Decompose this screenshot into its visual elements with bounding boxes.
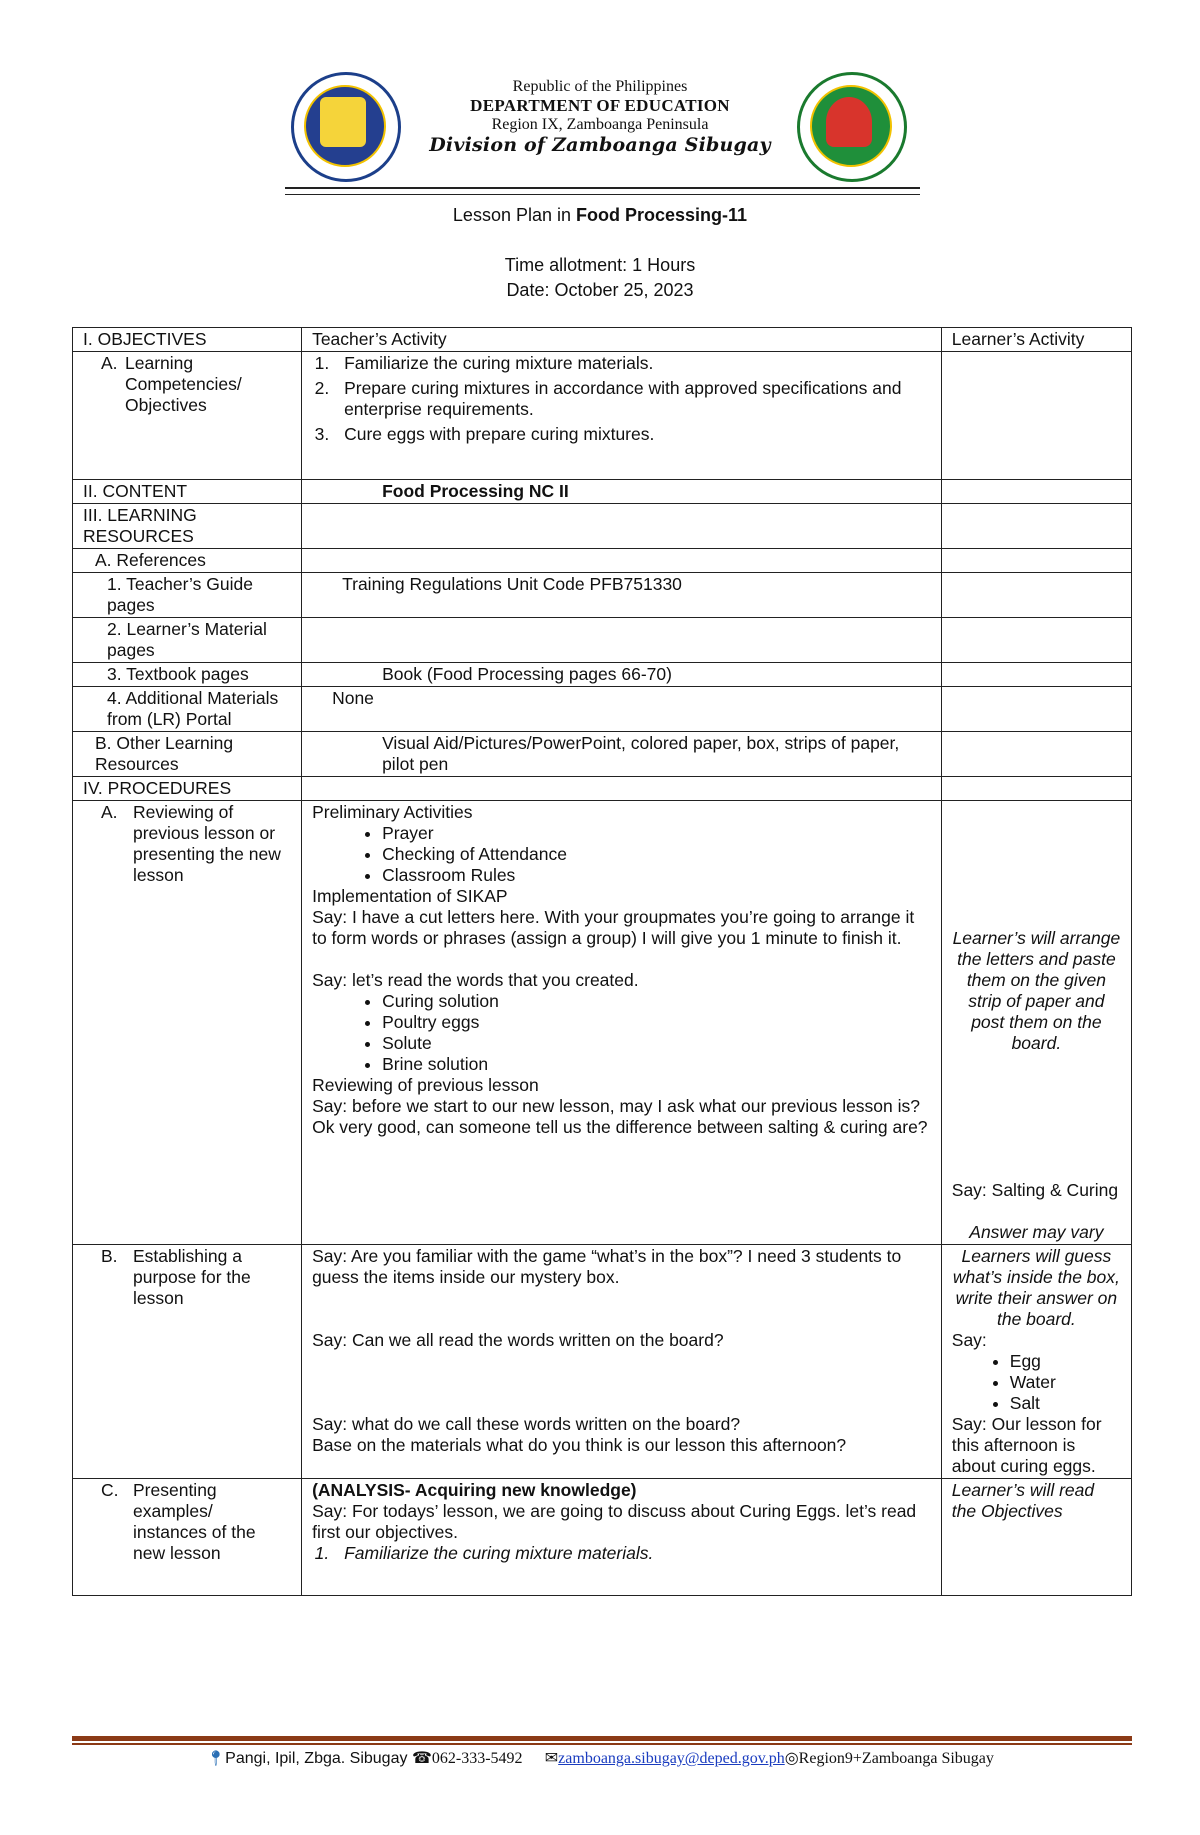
division-seal-icon <box>797 72 907 182</box>
procedure-a-teacher <box>302 801 942 1245</box>
learner-say: Say: Our lesson for this afternoon is about curing eggs. <box>951 1414 1102 1476</box>
region-line: Region IX, Zamboanga Peninsula <box>491 116 709 133</box>
preliminary-heading: Preliminary Activities <box>312 802 473 822</box>
teacher-cell <box>302 777 942 801</box>
social-icon: ◎ <box>784 1750 799 1767</box>
references-label: A. References <box>73 549 302 573</box>
republic-line: Republic of the Philippines <box>512 78 688 95</box>
objective-item: 3. Cure eggs with prepare curing mixtures. <box>334 424 931 445</box>
letterhead <box>285 62 920 192</box>
footer-email-link[interactable]: zamboanga.sibugay@deped.gov.ph <box>558 1750 785 1767</box>
division-line: Division of Zamboanga Sibugay <box>429 134 771 156</box>
teacher-cell <box>302 618 942 663</box>
list-item: • Water <box>1010 1372 1121 1393</box>
table-row <box>73 663 1132 687</box>
teacher-say: Say: before we start to our new lesson, may I ask what our previous lesson is? Ok very good, can someone tell us the difference between salting & curing are? <box>312 1096 928 1137</box>
email-icon: ✉ <box>544 1750 559 1767</box>
list-item: • Salt <box>1010 1393 1121 1414</box>
learner-cell <box>941 687 1131 732</box>
procedures-label: IV. PROCEDURES <box>73 777 302 801</box>
learner-response: Learners will guess what’s inside the box, write their answer on the board. <box>952 1246 1120 1329</box>
list-item: • Poultry eggs <box>382 1012 931 1033</box>
other-resources-label: B. Other Learning Resources <box>73 732 302 777</box>
lesson-date: Date: October 25, 2023 <box>506 280 694 300</box>
content-value: Food Processing NC II <box>302 480 942 504</box>
procedure-c-learner <box>941 1479 1131 1596</box>
list-item: • Egg <box>1010 1351 1121 1372</box>
teacher-say: Say: let’s read the words that you created. <box>312 970 639 990</box>
table-row <box>73 573 1132 618</box>
table-row <box>73 732 1132 777</box>
procedure-a-label <box>73 801 302 1245</box>
table-row <box>73 687 1132 732</box>
location-pin-icon: 📍︎ <box>206 1750 226 1767</box>
teacher-say: Say: For todays’ lesson, we are going to discuss about Curing Eggs. let’s read first our objectives. <box>312 1501 917 1542</box>
table-row <box>73 1479 1132 1596</box>
time-allotment: Time allotment: 1 Hours <box>504 255 696 275</box>
table-row <box>73 1245 1132 1479</box>
learner-cell <box>941 663 1131 687</box>
label-text: Establishing a purpose for the lesson <box>133 1246 251 1308</box>
learner-activity-heading: Learner’s Activity <box>941 328 1131 352</box>
teacher-say: Say: Are you familiar with the game “what’s in the box”? I need 3 students to guess the items inside our mystery box. <box>312 1246 902 1287</box>
competencies-label <box>73 352 302 480</box>
table-header-row <box>73 328 1132 352</box>
table-row <box>73 480 1132 504</box>
content-label: II. CONTENT <box>73 480 302 504</box>
letter: A. <box>101 802 118 822</box>
list-item: • Prayer <box>382 823 931 844</box>
learner-cell <box>941 618 1131 663</box>
header-rule-thin <box>285 194 920 195</box>
footer-address: Pangi, Ipil, Zbga. Sibugay <box>225 1750 408 1767</box>
teacher-say: Base on the materials what do you think is our lesson this afternoon? <box>312 1435 847 1455</box>
telephone-icon: ☎ <box>411 1750 432 1767</box>
learner-response: Learner’s will arrange the letters and paste them on the given strip of paper and post them on the board. <box>952 928 1121 1053</box>
learner-response: Learner’s will read the Objectives <box>951 1480 1095 1521</box>
table-row <box>73 504 1132 549</box>
lesson-title <box>0 205 1200 226</box>
learner-say: Say: Salting & Curing <box>951 1180 1119 1200</box>
textbook-value: Book (Food Processing pages 66-70) <box>302 663 942 687</box>
learning-resources-label: III. LEARNING RESOURCES <box>73 504 302 549</box>
letter: A. <box>101 353 118 373</box>
learner-cell <box>941 480 1131 504</box>
learner-cell <box>941 504 1131 549</box>
procedure-b-teacher <box>302 1245 942 1479</box>
table-row <box>73 618 1132 663</box>
additional-materials-label: 4. Additional Materials from (LR) Portal <box>73 687 302 732</box>
list-item: • Classroom Rules <box>382 865 931 886</box>
learner-cell <box>941 573 1131 618</box>
procedure-c-label <box>73 1479 302 1596</box>
list-item: • Checking of Attendance <box>382 844 931 865</box>
footer-bar-thin <box>72 1743 1132 1745</box>
teacher-say: Say: what do we call these words written on the board? <box>312 1414 741 1434</box>
label-text: Presenting examples/ instances of the new lesson <box>133 1480 256 1563</box>
procedure-c-teacher <box>302 1479 942 1596</box>
footer-bar <box>72 1736 1132 1741</box>
teacher-cell <box>302 504 942 549</box>
textbook-label: 3. Textbook pages <box>73 663 302 687</box>
learner-note: Answer may vary <box>969 1222 1104 1242</box>
footer-phone: 062-333-5492 <box>431 1750 523 1767</box>
label-text: Learning <box>125 353 194 373</box>
label-text: Competencies/ <box>125 374 242 394</box>
list-item: • Brine solution <box>382 1054 931 1075</box>
lesson-plan-table <box>72 327 1132 1596</box>
label-text: Reviewing of previous lesson or presenting the new lesson <box>133 802 281 885</box>
objective-item: 2. Prepare curing mixtures in accordance with approved specifications and enterprise requirements. <box>334 378 931 420</box>
objectives-list <box>302 352 942 480</box>
objective-item: 1. Familiarize the curing mixture materials. <box>334 353 931 374</box>
analysis-heading: (ANALYSIS- Acquiring new knowledge) <box>312 1480 637 1500</box>
teachers-guide-label: 1. Teacher’s Guide pages <box>73 573 302 618</box>
table-row <box>73 352 1132 480</box>
teacher-say: Say: I have a cut letters here. With your groupmates you’re going to arrange it to form words or phrases (assign a group) I will give you 1 minute to finish it. <box>312 907 915 948</box>
deped-seal-icon <box>291 72 401 182</box>
footer <box>0 1748 1200 1768</box>
list-item: • Solute <box>382 1033 931 1054</box>
learner-say: Say: <box>951 1330 987 1350</box>
procedure-a-learner <box>941 801 1131 1245</box>
letter: B. <box>101 1246 118 1266</box>
objective-item: 1. Familiarize the curing mixture materials. <box>334 1543 931 1564</box>
procedure-b-label <box>73 1245 302 1479</box>
footer-social: Region9+Zamboanga Sibugay <box>798 1750 994 1767</box>
objectives-heading: I. OBJECTIVES <box>73 328 302 352</box>
label-text: Objectives <box>125 395 207 415</box>
learner-cell <box>941 549 1131 573</box>
implementation-heading: Implementation of SIKAP <box>312 886 508 906</box>
teacher-cell <box>302 549 942 573</box>
title-prefix: Lesson Plan in <box>452 205 577 225</box>
header-rule <box>285 187 920 189</box>
learner-cell <box>941 777 1131 801</box>
table-row <box>73 801 1132 1245</box>
title-subject: Food Processing-11 <box>576 205 748 225</box>
other-resources-value: Visual Aid/Pictures/PowerPoint, colored paper, box, strips of paper, pilot pen <box>302 732 942 777</box>
review-heading: Reviewing of previous lesson <box>312 1075 539 1095</box>
learner-cell <box>941 732 1131 777</box>
procedure-b-learner <box>941 1245 1131 1479</box>
department-line: DEPARTMENT OF EDUCATION <box>470 96 730 115</box>
additional-materials-value: None <box>302 687 942 732</box>
letterhead-text <box>415 78 785 156</box>
teachers-guide-value: Training Regulations Unit Code PFB751330 <box>302 573 942 618</box>
teacher-activity-heading: Teacher’s Activity <box>302 328 942 352</box>
list-item: • Curing solution <box>382 991 931 1012</box>
learner-cell <box>941 352 1131 480</box>
teacher-say: Say: Can we all read the words written on the board? <box>312 1330 724 1350</box>
letter: C. <box>101 1480 119 1500</box>
table-row <box>73 549 1132 573</box>
table-row <box>73 777 1132 801</box>
learners-material-label: 2. Learner’s Material pages <box>73 618 302 663</box>
